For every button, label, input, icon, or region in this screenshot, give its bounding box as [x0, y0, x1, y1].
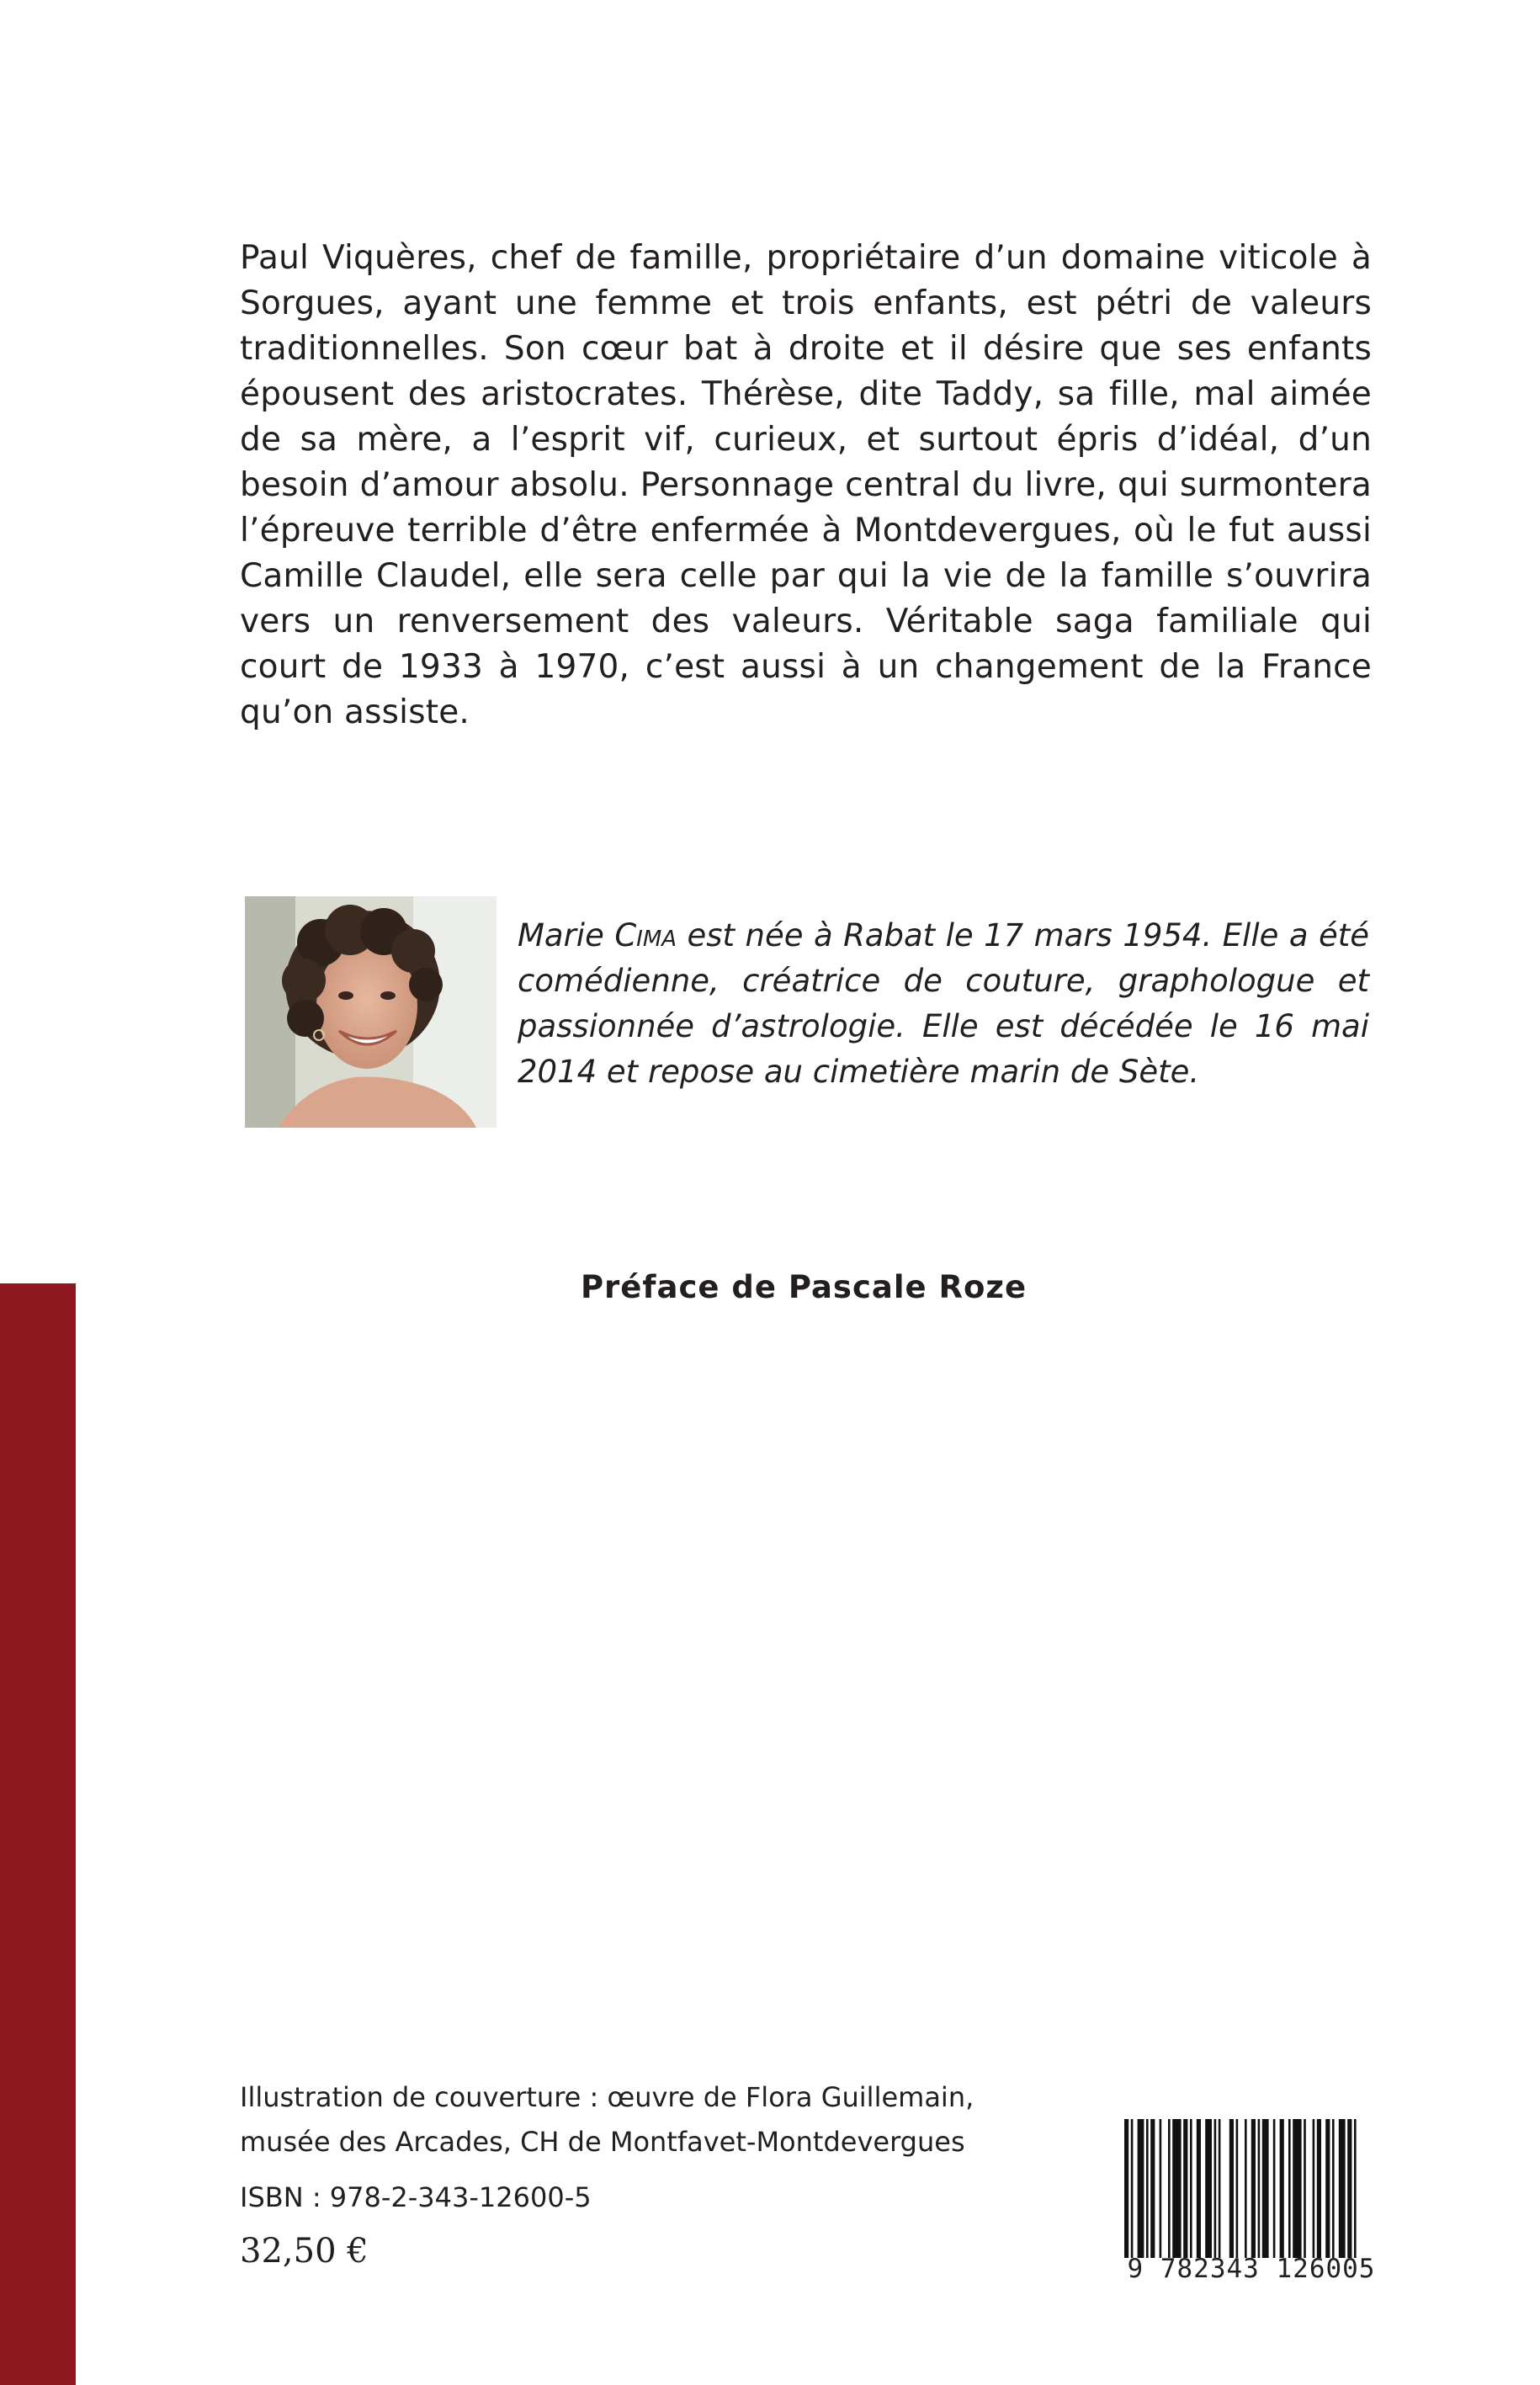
barcode-bar	[1245, 2119, 1247, 2258]
preface-credit: Préface de Pascale Roze	[580, 1269, 1028, 1305]
barcode-digits: 9 782343 126005	[1127, 2254, 1376, 2284]
barcode-bar	[1293, 2119, 1301, 2258]
barcode	[1113, 2119, 1390, 2287]
barcode-bar	[1131, 2119, 1134, 2258]
barcode-bar	[1347, 2119, 1351, 2258]
barcode-bar	[1190, 2119, 1192, 2258]
barcode-bar	[1172, 2119, 1181, 2258]
barcode-bar	[1273, 2119, 1276, 2258]
barcode-bar	[1354, 2119, 1357, 2258]
barcode-bar	[1205, 2119, 1212, 2258]
credits-line-2: musée des Arcades, CH de Montfavet-Montdevergues	[240, 2126, 965, 2158]
barcode-bar	[1168, 2119, 1171, 2258]
barcode-bar	[1325, 2119, 1330, 2258]
barcode-bar	[1262, 2119, 1269, 2258]
price-label: 32,50 €	[240, 2232, 369, 2271]
barcode-bar	[1183, 2119, 1187, 2258]
barcode-bar	[1317, 2119, 1321, 2258]
barcode-bar	[1214, 2119, 1217, 2258]
isbn-number: ISBN : 978-2-343-12600-5	[240, 2181, 592, 2213]
barcode-bar	[1160, 2119, 1162, 2258]
barcode-bar	[1138, 2119, 1144, 2258]
cover-illustration-credits	[240, 2075, 974, 2165]
barcode-bar	[1150, 2119, 1155, 2258]
barcode-bars-image	[1113, 2119, 1390, 2258]
barcode-bar	[1236, 2119, 1239, 2258]
credits-line-1: Illustration de couverture : œuvre de Flora Guillemain,	[240, 2081, 974, 2113]
author-portrait-image	[245, 896, 497, 1128]
synopsis-text: Paul Viquères, chef de famille, propriétaire d’un domaine viticole à Sorgues, ayant une femme et trois enfants, est pétri de valeurs traditionnelles. Son cœur bat à droite et il désire que ses enfants épousent des aristocrates. Thérèse, dite Taddy, sa fille, mal aimée de sa mère, a l’esprit vif, curieux, et surtout épris d’idéal, d’un besoin d’amour absolu. Personnage central du livre, qui surmontera l’épreuve terrible d’être enfermée à Montdevergues, où le fut aussi Camille Claudel, elle sera celle par qui la vie de la famille s’ouvrira vers un renversement des valeurs. Véritable saga familiale qui court de 1933 à 1970, c’est aussi à un changement de la France qu’on assiste.	[240, 239, 1372, 731]
barcode-bar	[1124, 2119, 1128, 2258]
barcode-bar	[1197, 2119, 1201, 2258]
author-bio-text: est née à Rabat le 17 mars 1954. Elle a été comédienne, créatrice de couture, graphologue et passionnée d’astrologie. Elle est décédée le 16 mai 2014 et repose au cimetière marin de Sète.	[518, 917, 1369, 1090]
barcode-bar	[1339, 2119, 1346, 2258]
barcode-bar	[1280, 2119, 1284, 2258]
barcode-bar	[1251, 2119, 1256, 2258]
barcode-bar	[1313, 2119, 1315, 2258]
barcode-bar	[1219, 2119, 1221, 2258]
author-photo	[245, 896, 497, 1128]
author-biography	[518, 913, 1369, 1095]
author-first-name: Marie	[518, 917, 604, 953]
barcode-bar	[1258, 2119, 1261, 2258]
barcode-bar	[1304, 2119, 1306, 2258]
barcode-bar	[1288, 2119, 1291, 2258]
barcode-bar	[1229, 2119, 1234, 2258]
barcode-bar	[1146, 2119, 1149, 2258]
barcode-bar	[1332, 2119, 1335, 2258]
author-surname: Cima	[614, 917, 677, 953]
red-spine-band	[0, 1283, 76, 2385]
